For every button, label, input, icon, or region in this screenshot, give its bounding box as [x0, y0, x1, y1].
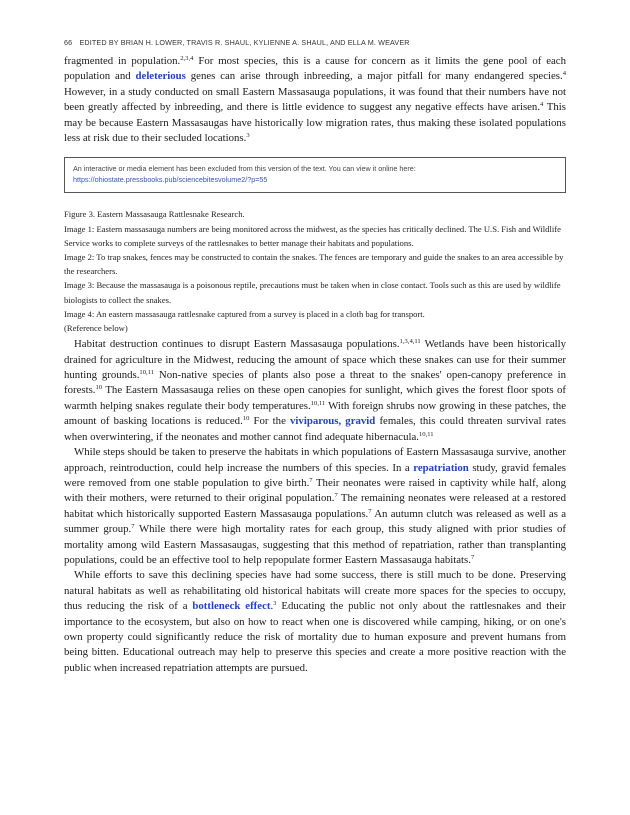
- figure-title: Figure 3. Eastern Massasauga Rattlesnake Research.: [64, 209, 245, 220]
- text-run: The remaining neonates were released at a restored habitat which historically supported Eastern Massasauga populations.: [64, 492, 566, 520]
- text-run: The Eastern Massasauga relies on these open canopies for sunlight, which gives the forest floor spots of warmth helping snakes regulate their body temperatures.: [64, 384, 566, 412]
- document-page: [64, 38, 566, 676]
- glossary-link-viviparous[interactable]: viviparous: [290, 415, 339, 428]
- text-run: .: [270, 600, 274, 613]
- text-run: While efforts to save this declining species have had some success, there is still much to be done. Preserving natural habitats as well as rehabilitating old historical habitats will create more spaces for the species to occupy, thus reducing the risk of a: [64, 569, 566, 613]
- glossary-link-deleterious[interactable]: deleterious: [135, 70, 186, 83]
- text-run: For most species, this is a cause for concern as it limits the gene pool of each population and: [64, 55, 566, 83]
- text-run: For the: [249, 415, 291, 428]
- citation: 3: [273, 600, 277, 608]
- text-run: Non-native species of plants also pose a threat to the snakes' open-canopy preference in forests.: [64, 369, 566, 397]
- reference-note: (Reference below): [64, 323, 128, 334]
- running-title: EDITED BY BRIAN H. LOWER, TRAVIS R. SHAUL, KYLIENNE A. SHAUL, AND ELLA M. WEAVER: [79, 38, 410, 47]
- text-run: While steps should be taken to preserve the habitats in which populations of Eastern Massasauga survive, another approach, reintroduction, could help increase the numbers of this species. In a: [64, 446, 566, 474]
- text-run: Their neonates were raised in captivity while half, along with their mothers, were returned to their original population.: [64, 476, 566, 505]
- caption-image-2: Image 2: To trap snakes, fences may be constructed to contain the snakes. The fences are temporary and guide the snakes to an area accessible by the researchers.: [64, 252, 564, 277]
- citation: 1,3,4,11: [399, 338, 421, 346]
- citation: 4: [540, 101, 544, 109]
- page-number: 66: [64, 38, 73, 47]
- text-run: females, this could threaten survival rates when overwintering, if the neonates and mother cannot find adequate hibernacula.: [64, 415, 566, 443]
- glossary-link-repatriation[interactable]: repatriation: [413, 461, 469, 474]
- caption-image-1: Image 1: Eastern massasauga numbers are being monitored across the midwest, as the species has critically declined. The U.S. Fish and Wildlife Service works to complete surveys of the rattlesnakes to better manage their habitats and populations.: [64, 223, 561, 248]
- citation: 7: [131, 523, 135, 531]
- text-run: Wetlands have been historically drained for agriculture in the Midwest, reducing the amount of space which these snakes can use for their summer hunting grounds.: [64, 338, 567, 382]
- paragraph-reintroduction: [64, 445, 566, 568]
- glossary-link-bottleneck-effect[interactable]: bottleneck effect: [192, 600, 271, 613]
- text-run: While there were high mortality rates for each group, this study aligned with prior studies of mortality among wild Eastern Massasaugas, suggesting that this method of repatriation, rather than transplanting populations, could be an effective tool to help repopulate former Eastern Massasauga habitats.: [64, 523, 566, 566]
- notice-text: An interactive or media element has been excluded from this version of the text. You can view it online here:: [73, 164, 416, 174]
- text-run: Habitat destruction continues to disrupt Eastern Massasauga populations.: [74, 338, 400, 351]
- caption-image-3: Image 3: Because the massasauga is a poisonous reptile, precautions must be taken when in close contact. Tools such as this are used by wildlife biologists to collect the snakes.: [64, 280, 561, 305]
- citation: 7: [334, 492, 338, 500]
- text-run: study, gravid females were removed from one stable population to give birth.: [64, 461, 566, 489]
- paragraph-conservation: [64, 568, 566, 676]
- text-run: With foreign shrubs now growing in these patches, the amount of basking locations is reduced.: [64, 399, 567, 428]
- glossary-link-gravid[interactable]: gravid: [345, 415, 376, 428]
- citation: 2,3,4: [180, 55, 194, 62]
- text-run: Educating the public not only about the rattlesnakes and their importance to the ecosystem, but also on how to react when one is discovered while camping, hiking, or on one's own property could significantly reduce the risk of mortality due to human exposure and prevent humans from being bitten. Educational outreach may help to preserve this species and create a more positive reaction with the public when increased repatriation attempts are pursued.: [64, 600, 567, 674]
- text-run: However, in a study conducted on small Eastern Massasauga populations, it was found that their numbers have not been greatly affected by inbreeding, and there is little evidence to suggest any negative effects have arisen.: [64, 85, 566, 114]
- text-run: fragmented in population.: [64, 55, 181, 67]
- citation: 3: [246, 132, 250, 140]
- paragraph-inbreeding: [64, 54, 566, 146]
- excluded-media-notice: [64, 157, 566, 193]
- caption-image-4: Image 4: An eastern massasauga rattlesnake captured from a survey is placed in a cloth bag for transport.: [64, 308, 425, 319]
- paragraph-habitat: [64, 337, 566, 445]
- citation: 4: [562, 70, 566, 78]
- citation: 7: [470, 553, 475, 561]
- text-run: An autumn clutch was released as well as a summer group.: [64, 507, 567, 536]
- comma-separator: ,: [338, 415, 346, 428]
- citation: 10: [95, 384, 103, 392]
- text-run: genes can arise through inbreeding, a major pitfall for many endangered species.: [185, 70, 563, 83]
- citation: 7: [368, 507, 372, 515]
- citation: 7: [309, 476, 313, 484]
- figure-caption: [64, 207, 566, 335]
- citation: 10,11: [418, 430, 434, 438]
- running-header: [64, 38, 566, 47]
- text-run: This may be because Eastern Massasaugas have historically low migration rates, thus making these isolated populations less at risk due to their secluded locations.: [64, 101, 567, 145]
- citation: 10,11: [310, 399, 326, 407]
- online-version-link[interactable]: https://ohiostate.pressbooks.pub/sciencebitesvolume2/?p=55: [73, 174, 268, 184]
- citation: 10: [242, 415, 250, 423]
- citation: 10,11: [139, 369, 154, 377]
